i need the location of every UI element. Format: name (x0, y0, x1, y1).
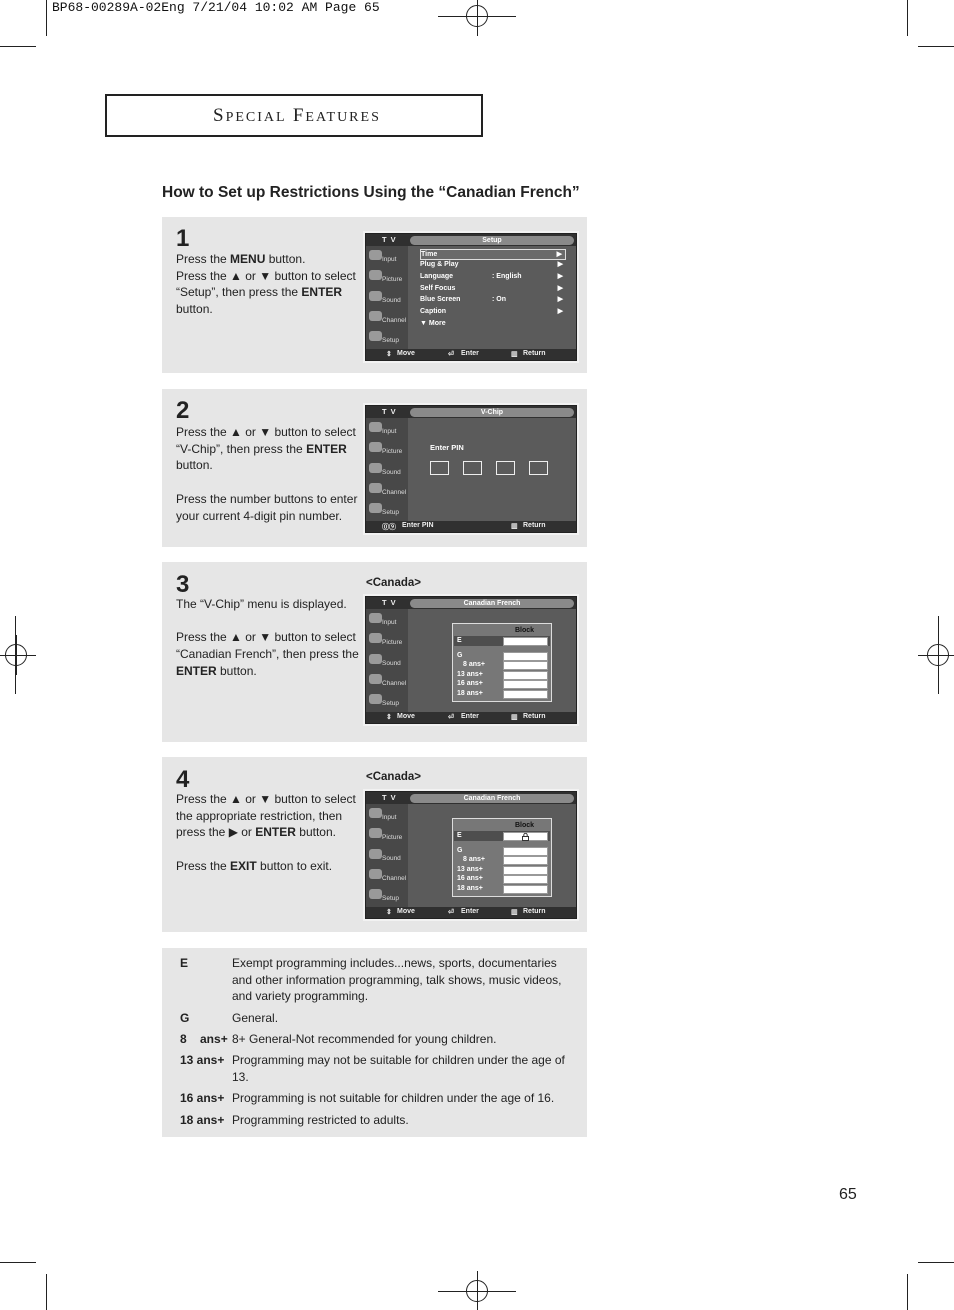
side-label: Input (382, 814, 397, 821)
block-header: Block (515, 627, 535, 634)
block-cell (503, 637, 548, 646)
side-item-sound (368, 461, 408, 479)
glossary-definition: Exempt programming includes...news, sports, documentaries and other information programming, talk shows, music videos, and variety programming. (232, 956, 562, 1004)
text: Press the ▲ or ▼ button to select the appropriate restriction, then press the ▶ or (176, 792, 356, 840)
block-cell (503, 680, 548, 689)
side-label: Picture (382, 448, 403, 455)
step-2-panel (162, 389, 587, 547)
pin-digit-box (430, 461, 449, 475)
screen-top-bar (366, 597, 576, 609)
step-number: 3 (176, 571, 190, 598)
screen-top-bar (366, 792, 576, 804)
picture-icon (369, 633, 382, 643)
block-cell (503, 866, 548, 875)
enter-icon: ⏎ (448, 714, 454, 721)
screen-title: Canadian French (410, 599, 574, 608)
picture-icon (369, 442, 382, 452)
rating-row-8: 8 ans+ (463, 856, 485, 863)
pin-digit-box (529, 461, 548, 475)
glossary-key: G (180, 1011, 190, 1025)
key-label: ENTER (301, 285, 343, 300)
menu-item-time (420, 249, 566, 260)
move-icon: ⇕ (386, 714, 392, 721)
channel-icon (369, 869, 382, 879)
rating-row-16: 16 ans+ (457, 680, 483, 687)
rating-row-18: 18 ans+ (457, 690, 483, 697)
text: button to exit. (256, 858, 333, 873)
registration-mark (466, 5, 488, 27)
number-buttons-icon: ⓪⑨ (382, 524, 396, 531)
return-label: Return (523, 908, 546, 915)
side-label: Sound (382, 855, 401, 862)
menu-item-more (420, 319, 566, 330)
rating-row-g: G (457, 847, 463, 854)
section-title-cap: F (292, 105, 306, 126)
menu-value: : On (492, 296, 506, 303)
block-cell (503, 856, 548, 865)
rating-row-13: 13 ans+ (457, 671, 483, 678)
crop-mark (46, 0, 47, 36)
side-item-sound (368, 289, 408, 307)
setup-icon (369, 503, 382, 513)
block-header: Block (515, 822, 535, 829)
move-icon: ⇕ (386, 351, 392, 358)
screen-bottom-bar (366, 712, 576, 723)
arrow-right-icon: ▶ (557, 273, 563, 280)
section-title-cap: S (213, 105, 226, 126)
side-item-sound (368, 652, 408, 670)
text: Press the ▲ or ▼ button to select “Setup”, then press the (176, 268, 356, 300)
setup-icon (369, 889, 382, 899)
block-cell (503, 875, 548, 884)
block-cell (503, 661, 548, 670)
side-item-setup (368, 887, 408, 905)
screen-sidebar (366, 804, 408, 907)
side-label: Picture (382, 639, 403, 646)
instruction-paragraph (176, 858, 361, 875)
side-item-picture (368, 631, 408, 649)
step-instructions (176, 791, 361, 891)
side-label: Channel (382, 317, 407, 324)
menu-item-self-focus (420, 284, 566, 295)
instruction-line (176, 251, 361, 268)
return-label: Return (523, 522, 546, 529)
tv-label: T V (382, 407, 397, 416)
menu-label: Self Focus (420, 285, 456, 292)
page-heading: How to Set up Restrictions Using the “Canadian French” (162, 184, 580, 201)
return-icon: ▥ (511, 909, 518, 916)
channel-icon (369, 483, 382, 493)
side-label: Channel (382, 489, 407, 496)
side-label: Input (382, 256, 397, 263)
menu-label: Language (420, 273, 454, 280)
step-3-panel (162, 562, 587, 742)
registration-mark (927, 644, 949, 666)
page-number: 65 (839, 1186, 857, 1203)
tv-screen-canadian-french (365, 596, 577, 724)
instruction-line (176, 268, 361, 318)
side-label: Picture (382, 276, 403, 283)
arrow-right-icon: ▶ (557, 285, 563, 292)
glossary-key: 16 ans+ (180, 1091, 225, 1105)
step-number: 2 (176, 397, 190, 424)
menu-value: : English (492, 273, 522, 280)
screen-top-bar (366, 234, 576, 246)
menu-item-blue-screen (420, 295, 566, 306)
crop-mark (907, 0, 908, 36)
return-label: Return (523, 713, 546, 720)
side-item-setup (368, 692, 408, 710)
glossary-key: 8 ans+ (180, 1032, 228, 1046)
instruction-paragraph: Press the number buttons to enter your current 4-digit pin number. (176, 491, 358, 523)
step-instructions (176, 251, 361, 318)
sound-icon (369, 291, 382, 301)
side-label: Channel (382, 680, 407, 687)
text: Press the (176, 858, 231, 873)
menu-label: Blue Screen (420, 296, 461, 303)
side-item-sound (368, 847, 408, 865)
picture-icon (369, 270, 382, 280)
rating-row-18: 18 ans+ (457, 885, 483, 892)
step-1-panel (162, 217, 587, 373)
sound-icon (369, 849, 382, 859)
tv-label: T V (382, 598, 397, 607)
text: button. (176, 458, 213, 473)
move-label: Move (397, 908, 415, 915)
menu-label: ▼ More (420, 320, 446, 327)
text: button. (176, 302, 213, 317)
glossary-definition: General. (232, 1011, 279, 1025)
pin-digit-box (496, 461, 515, 475)
side-item-input (368, 248, 408, 266)
move-label: Move (397, 350, 415, 357)
return-label: Return (523, 350, 546, 357)
key-label: EXIT (230, 858, 257, 873)
side-item-input (368, 806, 408, 824)
input-icon (369, 250, 382, 260)
side-label: Input (382, 619, 397, 626)
side-item-picture (368, 826, 408, 844)
registration-mark (466, 1280, 488, 1302)
move-label: Move (397, 713, 415, 720)
side-label: Setup (382, 895, 399, 902)
screen-bottom-bar (366, 521, 576, 532)
crop-mark (46, 1274, 47, 1310)
screen-title: Setup (410, 236, 574, 245)
key-label: ENTER (176, 663, 217, 678)
arrow-right-icon: ▶ (556, 251, 562, 258)
side-label: Sound (382, 660, 401, 667)
text: Press the (176, 252, 231, 266)
instruction-paragraph (176, 629, 361, 679)
enter-label: Enter (461, 908, 479, 915)
side-item-input (368, 420, 408, 438)
side-item-input (368, 611, 408, 629)
menu-item-caption (420, 307, 566, 318)
return-icon: ▥ (511, 523, 518, 530)
glossary-definition: 8+ General-Not recommended for young children. (232, 1032, 497, 1046)
setup-icon (369, 694, 382, 704)
rating-row-13: 13 ans+ (457, 866, 483, 873)
pin-digit-box (463, 461, 482, 475)
return-icon: ▥ (511, 351, 518, 358)
screen-sidebar (366, 418, 408, 521)
side-item-picture (368, 268, 408, 286)
rating-grid (452, 623, 552, 702)
block-cell (503, 847, 548, 856)
canada-label: <Canada> (366, 771, 421, 783)
instruction-paragraph (176, 791, 361, 841)
screen-bottom-bar (366, 907, 576, 918)
side-label: Setup (382, 337, 399, 344)
arrow-right-icon: ▶ (557, 308, 563, 315)
step-instructions (176, 424, 361, 541)
move-icon: ⇕ (386, 909, 392, 916)
crop-mark (0, 46, 36, 47)
side-label: Sound (382, 469, 401, 476)
step-number: 4 (176, 766, 190, 793)
screen-sidebar (366, 609, 408, 712)
step-4-panel (162, 757, 587, 932)
side-label: Sound (382, 297, 401, 304)
screen-title: Canadian French (410, 794, 574, 803)
enter-label: Enter (461, 350, 479, 357)
glossary-definition: Programming is not suitable for children under the age of 16. (232, 1091, 555, 1105)
screen-bottom-bar (366, 349, 576, 360)
glossary-definition: Programming may not be suitable for children under the age of 13. (232, 1053, 565, 1084)
menu-item-language (420, 272, 566, 283)
input-icon (369, 422, 382, 432)
instruction-paragraph (176, 424, 361, 474)
print-slug: BP68-00289A-02Eng 7/21/04 10:02 AM Page 65 (52, 0, 380, 15)
glossary-key: 18 ans+ (180, 1113, 225, 1127)
sound-icon (369, 463, 382, 473)
text: button. (265, 252, 306, 266)
glossary-definition: Programming restricted to adults. (232, 1113, 409, 1127)
enter-icon: ⏎ (448, 909, 454, 916)
rating-row-g: G (457, 652, 463, 659)
text: button. (295, 825, 336, 840)
tv-screen-canadian-french-blocked (365, 791, 577, 919)
side-label: Picture (382, 834, 403, 841)
side-item-picture (368, 440, 408, 458)
glossary-key: E (180, 956, 189, 970)
sound-icon (369, 654, 382, 664)
instruction-paragraph: The “V-Chip” menu is displayed. (176, 597, 347, 611)
screen-sidebar (366, 246, 408, 349)
enter-pin-label: Enter PIN (402, 522, 434, 529)
menu-label: Caption (420, 308, 447, 315)
rating-row-e: E (457, 637, 462, 644)
screen-title: V-Chip (410, 408, 574, 417)
key-label: MENU (230, 252, 266, 266)
picture-icon (369, 828, 382, 838)
lock-icon (522, 833, 529, 841)
block-cell (503, 671, 548, 680)
block-cell-locked (503, 832, 548, 841)
tv-screen-setup (365, 233, 577, 361)
menu-label: Time (421, 251, 438, 258)
channel-icon (369, 311, 382, 321)
side-label: Setup (382, 509, 399, 516)
section-title (105, 94, 483, 137)
side-label: Channel (382, 875, 407, 882)
side-item-channel (368, 867, 408, 885)
crop-mark (0, 1262, 36, 1263)
return-icon: ▥ (511, 714, 518, 721)
rating-row-8: 8 ans+ (463, 661, 485, 668)
key-label: ENTER (306, 441, 347, 456)
side-label: Setup (382, 700, 399, 707)
tv-screen-vchip-pin (365, 405, 577, 533)
arrow-right-icon: ▶ (557, 261, 563, 268)
canada-label: <Canada> (366, 577, 421, 589)
side-label: Input (382, 428, 397, 435)
side-item-setup (368, 501, 408, 519)
side-item-channel (368, 309, 408, 327)
step-number: 1 (176, 225, 190, 252)
text: Press the ▲ or ▼ button to select “V-Chip”, then press the (176, 425, 356, 456)
rating-grid (452, 818, 552, 897)
crop-mark (907, 1274, 908, 1310)
block-cell (503, 885, 548, 894)
arrow-right-icon: ▶ (557, 296, 563, 303)
glossary-key: 13 ans+ (180, 1053, 225, 1067)
block-cell (503, 652, 548, 661)
tv-label: T V (382, 235, 397, 244)
registration-mark (5, 644, 27, 666)
pin-label: Enter PIN (430, 443, 464, 452)
side-item-channel (368, 481, 408, 499)
setup-icon (369, 331, 382, 341)
tv-label: T V (382, 793, 397, 802)
menu-item-plug-play (420, 260, 566, 271)
side-item-channel (368, 672, 408, 690)
text: button. (216, 663, 257, 678)
rating-row-16: 16 ans+ (457, 875, 483, 882)
block-cell (503, 690, 548, 699)
input-icon (369, 808, 382, 818)
screen-top-bar (366, 406, 576, 418)
step-instructions (176, 596, 361, 696)
input-icon (369, 613, 382, 623)
text: Press the ▲ or ▼ button to select “Canadian French”, then press the (176, 630, 359, 662)
rating-row-e: E (457, 832, 462, 839)
channel-icon (369, 674, 382, 684)
section-title-word: PECIAL (225, 110, 287, 125)
key-label: ENTER (255, 825, 296, 840)
menu-label: Plug & Play (420, 261, 459, 268)
section-title-word: EATURES (305, 110, 381, 125)
enter-icon: ⏎ (448, 351, 454, 358)
enter-label: Enter (461, 713, 479, 720)
crop-mark (918, 1262, 954, 1263)
crop-mark (918, 46, 954, 47)
rating-glossary (162, 948, 587, 1137)
side-item-setup (368, 329, 408, 347)
